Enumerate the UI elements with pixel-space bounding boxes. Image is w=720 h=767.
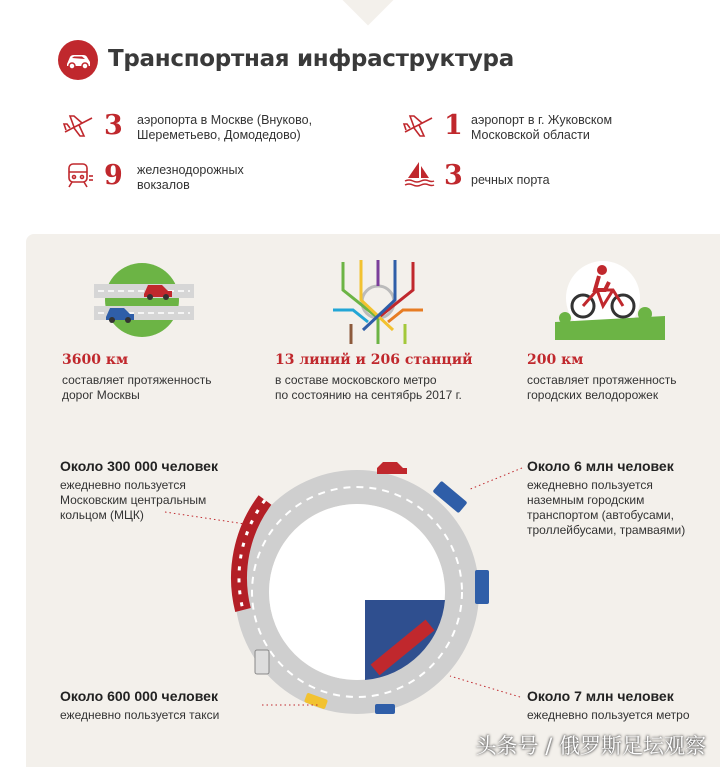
metro-desc: ежедневно пользуется метро: [527, 708, 690, 722]
page-title: Транспортная инфраструктура: [108, 46, 514, 72]
stat-desc: в составе московского метро по состоянию на сентябрь 2017 г.: [275, 373, 462, 402]
stat-value: 13 линий и 206 станций: [275, 352, 473, 368]
fact-text: аэропорта в Москве (Внуково, Шереметьево, Домодедово): [137, 113, 313, 142]
fact-number: 1: [444, 110, 463, 141]
mck-desc: ежедневно пользуется Московским центральным кольцом (МЦК): [60, 478, 207, 522]
fact-text: речных порта: [471, 173, 550, 187]
stat-desc: составляет протяженность городских велодорожек: [527, 373, 677, 402]
ground-desc: ежедневно пользуется наземным городским транспортом (автобусами, троллейбусами, трамваями): [527, 478, 686, 537]
stat-value: 200 км: [527, 352, 584, 368]
watermark: 头条号 / 俄罗斯足坛观察: [475, 734, 706, 758]
mck-title: Около 300 000 человек: [60, 458, 218, 474]
fact-text: железнодорожных вокзалов: [137, 163, 244, 192]
fact-number: 3: [104, 110, 123, 141]
fact-text: аэропорт в г. Жуковском Московской области: [471, 113, 613, 142]
stat-desc: составляет протяженность дорог Москвы: [62, 373, 212, 402]
metro-title: Около 7 млн человек: [527, 688, 674, 704]
stat-value: 3600 км: [62, 352, 129, 368]
fact-number: 9: [104, 160, 123, 191]
fact-number: 3: [444, 160, 463, 191]
ground-title: Около 6 млн человек: [527, 458, 674, 474]
taxi-title: Около 600 000 человек: [60, 688, 218, 704]
taxi-desc: ежедневно пользуется такси: [60, 708, 220, 722]
